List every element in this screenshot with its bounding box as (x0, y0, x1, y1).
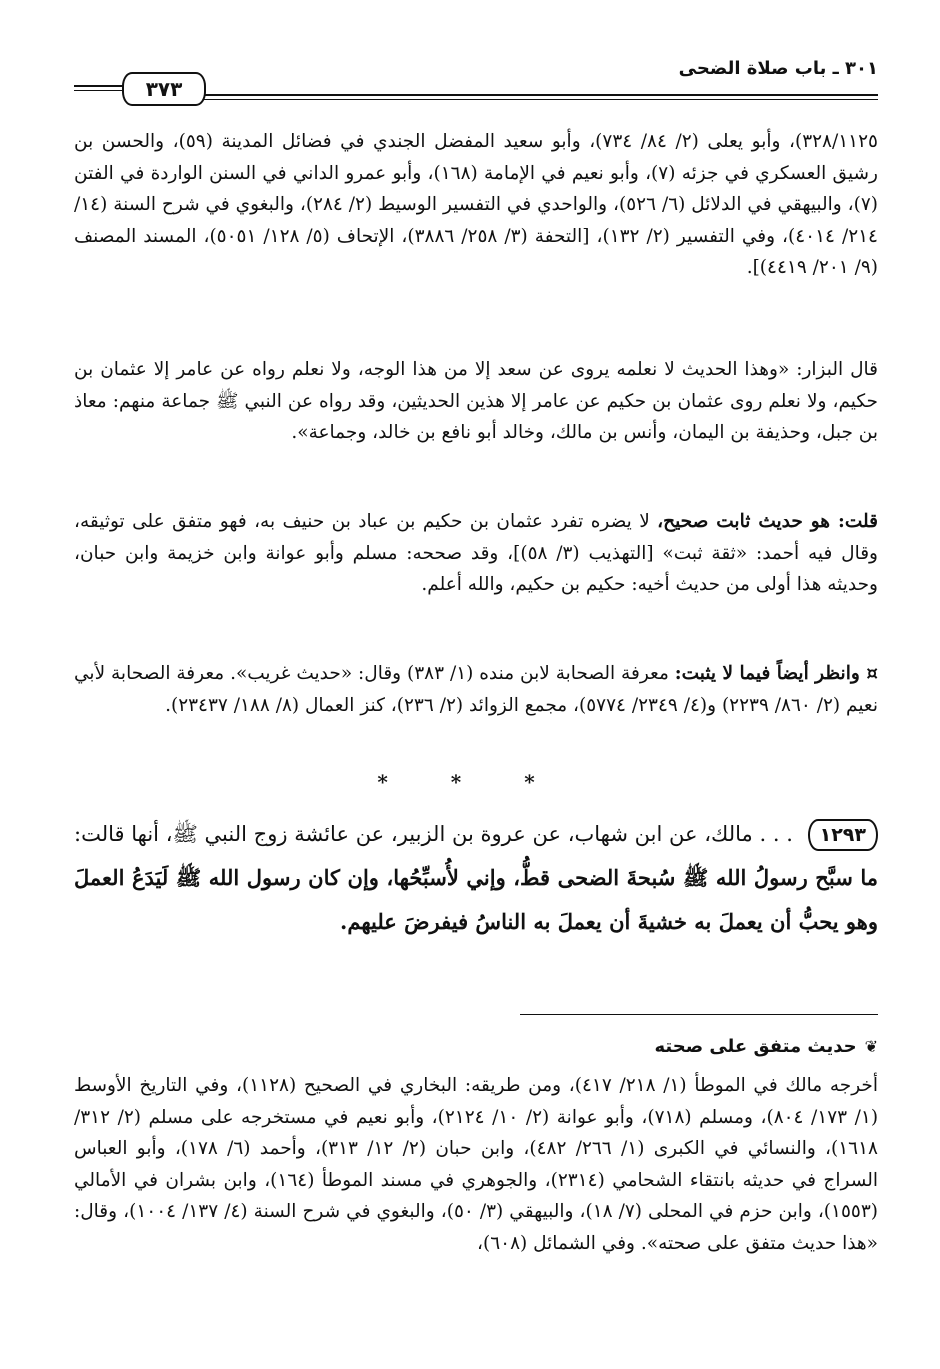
header-rule-thin (200, 99, 878, 100)
verdict-lead: قلت: هو حديث ثابت صحيح، (657, 511, 878, 532)
see-also-lead: ¤ وانظر أيضاً فيما لا يثبت: (674, 663, 878, 684)
see-also-text: معرفة الصحابة لابن منده (١/ ٣٨٣) وقال: «حديث غريب». معرفة الصحابة لأبي نعيم (٢/ ٨٦٠/ ٢٢٣٩) و(٤/ ٢٣٤٩/ ٥٧٧٤)، مجمع الزوائد (٢/ ٢٣٦)، كنز العمال (٨/ ١٨٨/ ٢٣٤٣٧). (74, 663, 878, 716)
bazzar-quote-paragraph: قال البزار: «وهذا الحديث لا نعلمه يروى عن سعد إلا من هذا الوجه، ولا نعلم رواه عن عامر إلا عثمان بن حكيم، ولا نعلم روى عثمان بن حكيم عن عامر إلا هذين الحديثين، وقد رواه عن النبي ﷺ جماعة منهم: معاذ بن جبل، وحذيفة بن اليمان، وأنس بن مالك، وخالد أبو نافع بن خالد، وجماعة». (74, 359, 878, 444)
verdict-text: لا يضره تفرد عثمان بن حكيم بن عباد بن حنيف به، فهو متفق على توثيقه، وقال فيه أحمد: «ثقة ثبت» [التهذيب (٣/ ٥٨)]، وقد صححه: مسلم وأبو عوانة وابن خزيمة وابن حبان، وحديثه هذا أولى من حديث أخيه: حكيم بن حكيم، والله أعلم. (74, 511, 878, 596)
page-number: ٣٧٣ (122, 72, 206, 106)
hadith-matn: ما سبَّح رسولُ الله ﷺ سُبحةَ الضحى قطُّ، وإني لأُسبِّحُها، وإن كان رسول الله ﷺ لَيَدَعُ العملَ وهو يحبُّ أن يعملَ به خشيةَ أن يعملَ به الناسُ فيفرضَ عليهم. (74, 865, 878, 934)
takhrij-paragraph: أخرجه مالك في الموطأ (١/ ٢١٨/ ٤١٧)، ومن طريقه: البخاري في الصحيح (١١٢٨)، وفي التاريخ الأوسط (١/ ١٧٣/ ٨٠٤)، ومسلم (٧١٨)، وأبو عوانة (٢/ ١٠/ ٢١٢٤)، وأبو نعيم في مستخرجه على مسلم (٢/ ٣١٢/ ١٦١٨)، والنسائي في الكبرى (١/ ٢٦٦/ ٤٨٢)، وابن حبان (٢/ ١٢/ ٣١٣)، وأحمد (٦/ ١٧٨)، وأبو العباس السراج في حديثه بانتقاء الشحامي (٢٣١٤)، والجوهري في مسند الموطأ (١٦٤)، وابن بشران في الأمالي (١٥٥٣)، وابن حزم في المحلى (٧/ ١٨)، والبيهقي (٣/ ٥٠)، والبغوي في شرح السنة (٤/ ١٣٧/ ١٠٠٤)، وقال: «هذا حديث متفق على صحته». وفي الشمائل (٦٠٨)، (74, 1075, 879, 1254)
book-icon: ❦ (864, 1037, 878, 1056)
verdict-paragraph (74, 506, 878, 601)
hadith-chain: . . . مالك، عن ابن شهاب، عن عروة بن الزبير، عن عائشة زوج النبي ﷺ، أنها قالت: (74, 822, 800, 846)
footnote-divider (520, 1014, 878, 1015)
see-also-paragraph (74, 658, 878, 721)
grading-heading (654, 1036, 878, 1057)
header-rule (200, 94, 878, 96)
header-rule-left-thin (74, 90, 126, 91)
hadith-number: ١٢٩٣ (808, 819, 878, 851)
references-paragraph: ٣٢٨/١١٢٥)، وأبو يعلى (٢/ ٨٤/ ٧٣٤)، وأبو سعيد المفضل الجندي في فضائل المدينة (٥٩)، والحسن بن رشيق العسكري في جزئه (٧)، وأبو نعيم في الإمامة (١٦٨)، وأبو عمرو الداني في السنن الواردة في الفتن (٧)، والبيهقي في الدلائل (٦/ ٥٢٦)، والواحدي في التفسير الوسيط (٢/ ٢٨٤)، والبغوي في شرح السنة (١٤/ ٢١٤/ ٤٠١٤)، وفي التفسير (٢/ ١٣٢)، [التحفة (٣/ ٢٥٨/ ٣٨٨٦)، الإتحاف (٥/ ١٢٨/ ٥٠٥١)، المسند المصنف (٩/ ٢٠١/ ٤٤١٩)]. (74, 131, 878, 279)
section-separator: * * * (377, 770, 563, 794)
chapter-title: ٣٠١ ـ باب صلاة الضحى (678, 58, 878, 79)
hadith-text (74, 812, 878, 944)
header-rule-left (74, 85, 126, 87)
grading-heading-text: حديث متفق على صحته (654, 1036, 857, 1057)
